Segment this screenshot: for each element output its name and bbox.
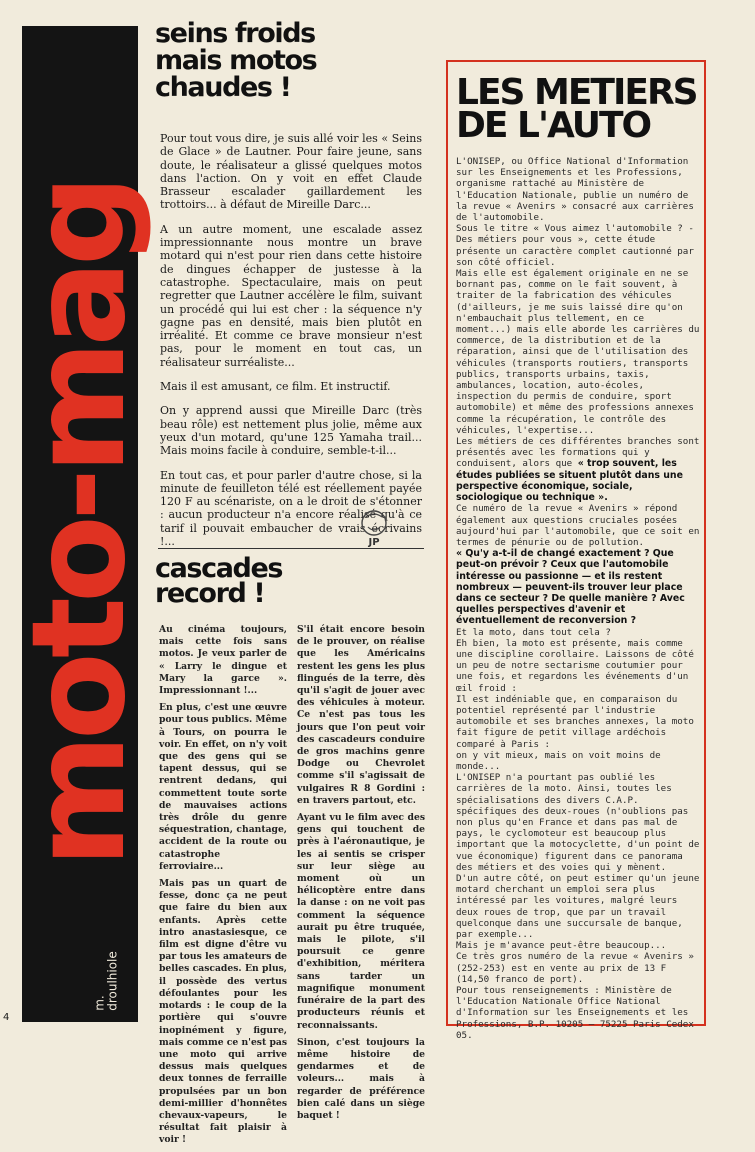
section-divider: [158, 548, 424, 549]
article2-headline: [155, 553, 283, 609]
article2-column-1: [159, 624, 287, 1152]
sidebar-text: L'ONISEP n'a pourtant pas oublié les carrières de la moto. Ainsi, toutes les spécialisations des divers C.A.P. spécifiques des deux-roues (n'oublions pas non plus qu'en France et dans pas mal de pays, le cyclomoteur est beaucoup plus important que la motocyclette, d'un point de vue économique) figurent dans ce panorama des métiers et des voies qui y mènent.: [456, 772, 700, 873]
sidebar-text: Les métiers de ces différentes branches sont présentés avec les formations qui y conduisent, alors que: [456, 436, 700, 470]
headline-line: record !: [155, 578, 265, 609]
sidebar-paragraph: [456, 548, 702, 626]
sidebar-title: [456, 72, 697, 146]
sidebar-paragraph: [456, 627, 702, 638]
sidebar-paragraph: [456, 223, 702, 268]
article1-body: [160, 132, 422, 559]
sidebar-bold-text: « trop souvent, les études publiées se situent plutôt dans une perspective économique, sociale, sociologique ou technique ».: [456, 458, 683, 504]
sidebar-paragraph: [456, 951, 702, 985]
headline-line: chaudes !: [155, 72, 291, 103]
byline-name: droulhiole: [105, 951, 119, 1011]
sidebar-text: Ce très gros numéro de la revue « Avenirs » (252-253) est en vente au prix de 13 F (14,50 franco de port).: [456, 951, 694, 985]
page-number: 4: [3, 1012, 10, 1023]
sidebar-text: D'un autre côté, on peut estimer qu'un jeune motard cherchant un emploi sera plus intéressé par les voitures, malgré leurs deux roues de trop, que par un travail quelconque dans une succursale de banque, par exemple...: [456, 873, 700, 941]
masthead-band: [5, 26, 154, 1022]
article1-headline: [155, 20, 425, 101]
sidebar-text: Il est indéniable que, en comparaison du potentiel représenté par l'industrie automobile et ses branches annexes, la moto fait figure de petit village ardéchois comparé à Paris :: [456, 693, 694, 750]
article-paragraph: On y apprend aussi que Mireille Darc (très beau rôle) est nettement plus jolie, même aux yeux d'un motard, qu'une 125 Yamaha trail... Mais moins facile à conduire, semble-t-il...: [160, 404, 422, 458]
article-paragraph: Sinon, c'est toujours la même histoire de gendarmes et de voleurs... mais à regarder de préférence bien calé dans un siège baquet !: [297, 1036, 425, 1121]
sidebar-paragraph: [456, 985, 702, 1041]
sidebar-paragraph: [456, 940, 702, 951]
article-paragraph: Ayant vu le film avec des gens qui touchent de près à l'aéronautique, je les ai sentis se crisper sur leur siège au moment où un hélicoptère entre dans la danse : on ne voit pas comment la séquence aurait pu être truquée, mais le pilote, s'il poursuit ce genre d'exhibition, méritera sans tarder un magnifique monument funéraire de la part des producteurs réunis et reconnaissants.: [297, 812, 425, 1031]
masthead-title: moto-mag: [5, 180, 154, 868]
headline-line: mais motos: [155, 45, 317, 76]
author-signature-logo: [352, 505, 396, 549]
article-paragraph: S'il était encore besoin de le prouver, on réalise que les Américains restent les gens les plus flingués de la terre, dès qu'il s'agit de jouer avec des véhicules à moteur. Ce n'est pas tous les jours que l'on peut voir des cascadeurs conduire de gros machins genre Dodge ou Chevrolet comme s'il s'agissait de vulgaires R 8 Gordini : en travers partout, etc.: [297, 624, 425, 806]
sidebar-bold-text: « Qu'y a-t-il de changé exactement ? Que peut-on prévoir ? Ceux que l'automobile intéresse ou passionne — et ils restent nombreux — peuvent-ils trouver leur place dans ce secteur ? De quelle manière ? Avec quelles perspectives d'avenir et éventuellement de reconversion ?: [456, 548, 685, 627]
masthead-byline: [93, 951, 118, 1011]
article2-column-2: [297, 624, 425, 1127]
sidebar-paragraph: [456, 638, 702, 694]
sidebar-paragraph: [456, 156, 702, 223]
article-paragraph: Pour tout vous dire, je suis allé voir les « Seins de Glace » de Lautner. Pour faire jeune, sans doute, le réalisateur a glissé quelques motos dans l'action. On y voit en effet Claude Brasseur escalader gaillardement les trottoirs... à défaut de Mireille Darc...: [160, 132, 422, 212]
sidebar-text: Eh bien, la moto est présente, mais comme une discipline corollaire. Laissons de côté un peu de notre sectarisme coutumier pour une fois, et regardons les événements d'un œil froid :: [456, 637, 694, 694]
signature-initials: JP: [368, 537, 380, 548]
article-paragraph: Mais pas un quart de fesse, donc ça ne peut que faire du bien aux enfants. Après cette intro anastasiesque, ce film est digne d'être vu par tous les amateurs de belles cascades. En plus, il possède des vertus défoulantes pour les motards : le coup de la portière qui s'ouvre inopinément y figure, mais comme ce n'est pas une moto qui arrive dessus mais quelques deux tonnes de ferraille propulsées par un bon demi-millier d'honnêtes chevaux-vapeurs, le résultat fait plaisir à voir !: [159, 878, 287, 1146]
sidebar-body: [456, 156, 702, 1041]
sidebar-text: Ce numéro de la revue « Avenirs » répond également aux questions cruciales posées aujourd'hui par l'automobile, que ce soit en termes de pénurie ou de pollution.: [456, 503, 700, 548]
headline-line: cascades: [155, 553, 283, 584]
sidebar-paragraph: [456, 873, 702, 940]
headline-line: seins froids: [155, 18, 315, 49]
article-paragraph: A un autre moment, une escalade assez impressionnante nous montre un brave motard qui n'est pour rien dans cette histoire de dingues échapper de justesse à la catastrophe. Spectaculaire, mais on peut regretter que Lautner accélère le film, suivant un procédé qui lui est cher : la séquence n'y gagne pas en densité, mais bien plutôt en irréalité. Et comme ce brave monsieur n'est pas, pour le moment en tout cas, un réalisateur surréaliste...: [160, 222, 422, 369]
sidebar-text: Et la moto, dans tout cela ?: [456, 626, 611, 638]
sidebar-paragraph: [456, 268, 702, 436]
sidebar-title-line: DE L'AUTO: [456, 105, 651, 146]
sidebar-text: L'ONISEP, ou Office National d'Information sur les Enseignements et les Professions, organisme rattaché au Ministère de l'Education Nationale, publie un numéro de la revue « Avenirs » consacré aux carrières de l'automobile.: [456, 156, 694, 224]
sidebar-text: on y vit mieux, mais on voit moins de monde...: [456, 749, 661, 772]
sidebar-paragraph: [456, 694, 702, 750]
sidebar-title-line: LES METIERS: [456, 72, 697, 113]
sidebar-paragraph: [456, 503, 702, 548]
article1-header: [155, 20, 425, 101]
article-paragraph: En plus, c'est une œuvre pour tous publics. Même à Tours, on pourra le voir. En effet, on n'y voit que des gens qui se tapent dessus, qui se rentrent dedans, qui commettent toute sorte de mauvaises actions très drôle du genre séquestration, chantage, accident de la route ou catastrophe ferroviaire...: [159, 702, 287, 872]
byline-initial: m.: [92, 995, 107, 1011]
sidebar-text: Mais je m'avance peut-être beaucoup...: [456, 940, 667, 952]
sidebar-text: Pour tous renseignements : Ministère de l'Education Nationale Office National d'Information sur les Enseignements et les Professions, B.P. 10205 — 75225 Paris Cedex 05.: [456, 985, 694, 1041]
article-paragraph: Mais il est amusant, ce film. Et instructif.: [160, 380, 391, 394]
sidebar-paragraph: [456, 772, 702, 873]
article-paragraph: Au cinéma toujours, mais cette fois sans motos. Je veux parler de « Larry le dingue et Mary la garce ». Impressionnant !...: [159, 624, 287, 697]
sidebar-paragraph: [456, 750, 702, 772]
sidebar-text: Sous le titre « Vous aimez l'automobile ? - Des métiers pour vous », cette étude présente un caractère complet cautionné par son côté officiel.: [456, 223, 694, 268]
sidebar-text: Mais elle est également originale en ne se bornant pas, comme on le fait souvent, à traiter de la fabrication des véhicules (d'ailleurs, je me suis laissé dire qu'on n'embauchait plus tellement, en ce moment...) mais elle aborde les carrières du commerce, de la distribution et de la réparation, ainsi que de l'utilisation des véhicules (transports routiers, transports publics, transports urbains, taxis, ambulances, location, auto-écoles, inspection du permis de conduire, sport automobile) et même des professions annexes comme la récupération, le contrôle des véhicules, l'expertise...: [456, 268, 700, 436]
article-paragraph: En tout cas, et pour parler d'autre chose, si la minute de feuilleton télé est réellement payée 120 F au scénariste, on a le droit de s'étonner : aucun producteur n'a encore réalisé qu'à ce tarif il pouvait embaucher de vrais écrivains !...: [160, 468, 422, 549]
sidebar-box: [446, 60, 706, 1041]
sidebar-paragraph: [456, 436, 702, 503]
